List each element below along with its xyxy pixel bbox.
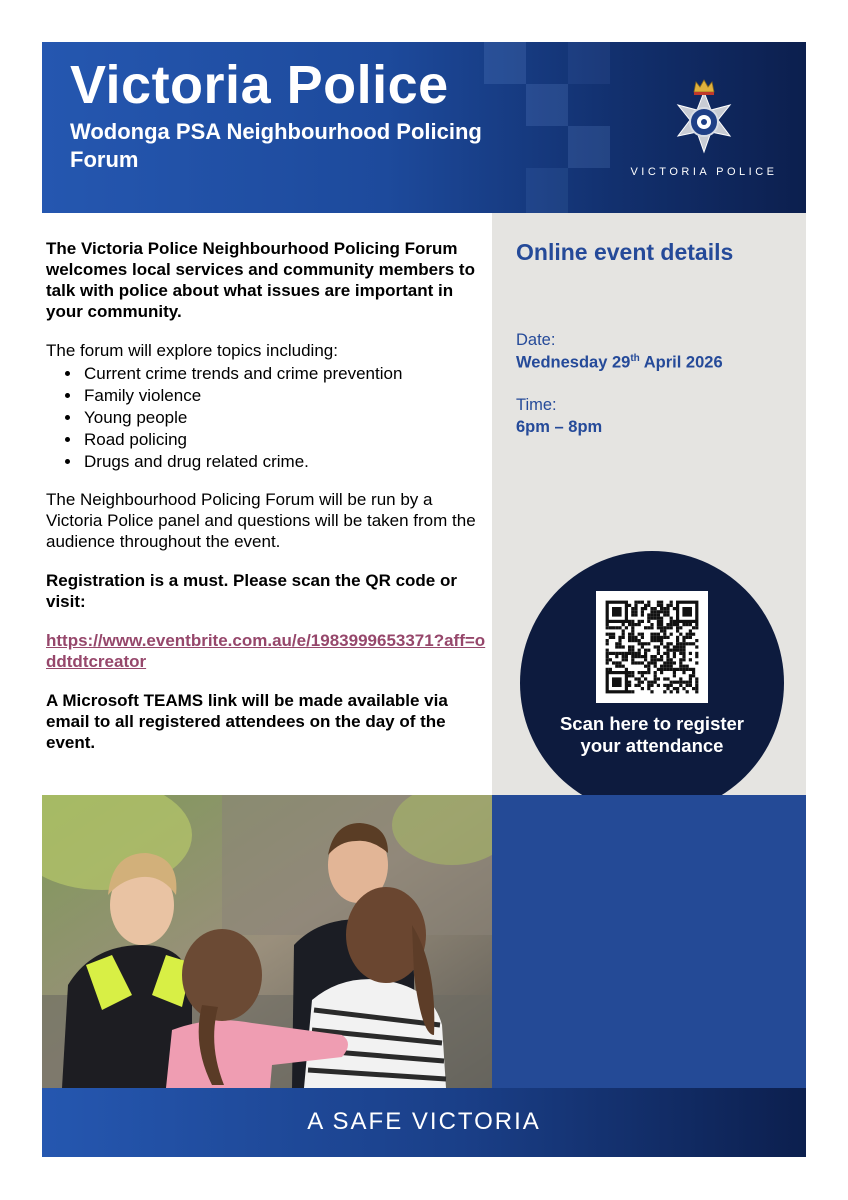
decor-square: [568, 126, 610, 168]
main-content: [46, 238, 486, 753]
registration-text: Registration is a must. Please scan the QR code or visit:: [46, 571, 457, 611]
blue-block: [492, 795, 806, 1088]
decor-square: [484, 42, 526, 84]
poster: [42, 42, 806, 1157]
community-photo: [42, 795, 492, 1088]
teams-note: A Microsoft TEAMS link will be made available via email to all registered attendees on the day of the event.: [46, 691, 448, 752]
time-value: 6pm – 8pm: [516, 418, 603, 436]
date-weekday: Wednesday 29: [516, 353, 631, 372]
list-item: • Current crime trends and crime prevention: [82, 363, 486, 385]
badge-caption: VICTORIA POLICE: [630, 166, 778, 178]
list-item: • Family violence: [82, 385, 486, 407]
footer-tagline: A SAFE VICTORIA: [307, 1108, 541, 1135]
qr-circle: [520, 551, 784, 815]
photo-police-officers-icon: [42, 795, 492, 1088]
list-item: • Drugs and drug related crime.: [82, 451, 486, 473]
topics-list: [46, 363, 486, 473]
date-label: Date:: [516, 331, 556, 349]
intro-text: The Victoria Police Neighbourhood Policing Forum welcomes local services and community members to talk with police about what issues are important in your community.: [46, 239, 475, 321]
decor-square: [568, 42, 610, 84]
event-details-title: Online event details: [516, 239, 734, 265]
decor-square: [526, 168, 568, 213]
qr-code-container[interactable]: [596, 591, 708, 703]
panel-text: The Neighbourhood Policing Forum will be run by a Victoria Police panel and questions will be taken from the audience throughout the event.: [46, 490, 476, 551]
footer-banner: [42, 1088, 806, 1157]
page-title: Victoria Police: [70, 55, 449, 115]
qr-code-icon[interactable]: [596, 591, 708, 703]
eventbrite-link[interactable]: https://www.eventbrite.com.au/e/1983999653371?aff=oddtdtcreator: [46, 631, 486, 671]
date-rest: April 2026: [639, 353, 723, 372]
event-details-panel: [492, 213, 806, 795]
victoria-police-badge-icon: [672, 78, 736, 158]
time-label: Time:: [516, 396, 557, 414]
date-value: [516, 353, 723, 373]
list-item: • Road policing: [82, 429, 486, 451]
topics-intro: The forum will explore topics including:: [46, 341, 338, 360]
header-banner: [42, 42, 806, 213]
list-item: • Young people: [82, 407, 486, 429]
page-subtitle: Wodonga PSA Neighbourhood Policing Forum: [70, 119, 482, 172]
date-suffix: th: [630, 353, 640, 364]
qr-scan-text: Scan here to register your attendance: [559, 713, 745, 756]
